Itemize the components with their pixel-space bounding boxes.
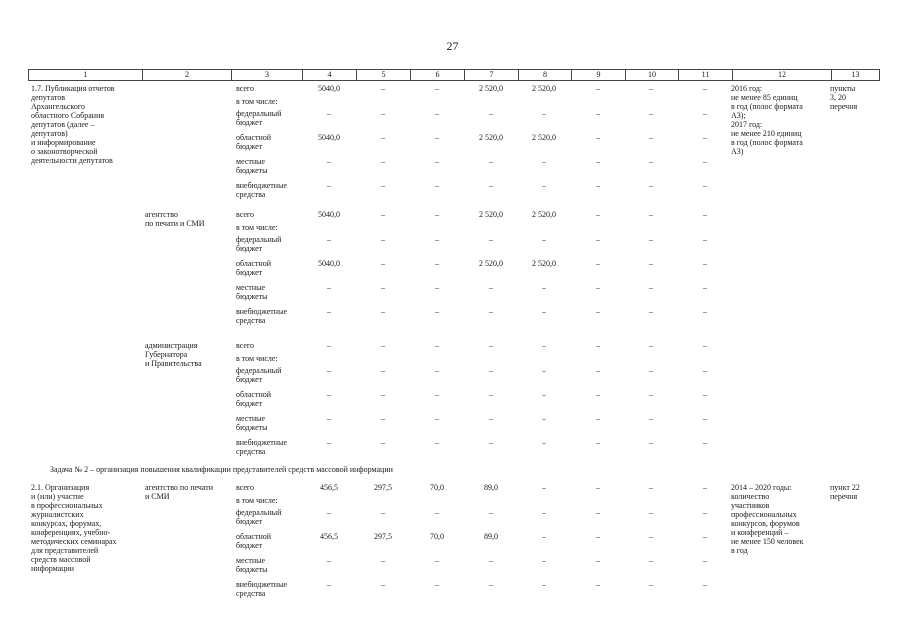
funding-source-label: бюджеты <box>236 166 268 175</box>
funding-source-label: всего <box>236 84 255 93</box>
amount-cell: – <box>435 283 439 292</box>
amount-cell: – <box>381 508 385 517</box>
indicator-line: А3); <box>731 111 746 120</box>
amount-cell: – <box>703 532 707 541</box>
amount-cell: – <box>489 283 493 292</box>
item-title-line: средств массовой <box>31 555 91 564</box>
funding-source-label: местные <box>236 283 266 292</box>
column-number: 8 <box>519 70 572 81</box>
amount-cell: – <box>703 210 707 219</box>
amount-cell: – <box>327 580 331 589</box>
amount-cell: – <box>327 414 331 423</box>
item-title-line: о законотворческой <box>31 147 98 156</box>
amount-cell: – <box>381 84 385 93</box>
amount-cell: – <box>596 483 600 492</box>
amount-cell: – <box>649 235 653 244</box>
funding-source-label: областной <box>236 390 272 399</box>
funding-source-label: в том числе: <box>236 354 278 363</box>
funding-source-label: бюджеты <box>236 423 268 432</box>
amount-cell: 2 520,0 <box>479 210 503 219</box>
column-number: 7 <box>465 70 519 81</box>
executor-name-line: и СМИ <box>145 492 170 501</box>
amount-cell: 2 520,0 <box>532 259 556 268</box>
funding-source-label: в том числе: <box>236 223 278 232</box>
amount-cell: – <box>327 283 331 292</box>
amount-cell: – <box>381 307 385 316</box>
amount-cell: – <box>596 438 600 447</box>
funding-source-label: федеральный <box>236 366 282 375</box>
funding-source-label: всего <box>236 483 255 492</box>
amount-cell: – <box>327 556 331 565</box>
item-title-line: журналистских <box>31 510 84 519</box>
amount-cell: – <box>649 283 653 292</box>
amount-cell: – <box>381 181 385 190</box>
column-number: 1 <box>29 70 143 81</box>
amount-cell: – <box>596 283 600 292</box>
executor-name-line: и Правительства <box>145 359 202 368</box>
item-title-line: 2.1. Организация <box>31 483 90 492</box>
column-number: 6 <box>411 70 465 81</box>
amount-cell: – <box>649 109 653 118</box>
item-title-line: для представителей <box>31 546 99 555</box>
amount-cell: – <box>489 307 493 316</box>
amount-cell: 456,5 <box>320 532 338 541</box>
funding-source-label: бюджет <box>236 375 263 384</box>
executor-name-line: агентство <box>145 210 178 219</box>
amount-cell: – <box>435 307 439 316</box>
funding-source-label: областной <box>236 259 272 268</box>
funding-source-label: местные <box>236 414 266 423</box>
amount-cell: 2 520,0 <box>479 259 503 268</box>
executor-name-line: агентство по печати <box>145 483 213 492</box>
amount-cell: – <box>489 157 493 166</box>
item-title-line: областного Собрания <box>31 111 105 120</box>
funding-source-label: местные <box>236 157 266 166</box>
funding-source-label: внебюджетные <box>236 181 287 190</box>
amount-cell: – <box>435 157 439 166</box>
funding-source-label: средства <box>236 316 266 325</box>
amount-cell: 2 520,0 <box>532 133 556 142</box>
reference-line: пункты <box>830 84 856 93</box>
column-number: 12 <box>733 70 832 81</box>
amount-cell: – <box>596 307 600 316</box>
amount-cell: – <box>327 390 331 399</box>
item-title-line: в профессиональных <box>31 501 103 510</box>
item-title-line: Архангельского <box>31 102 85 111</box>
amount-cell: – <box>489 580 493 589</box>
reference-line: перечня <box>830 492 858 501</box>
funding-source-label: средства <box>236 447 266 456</box>
funding-source-label: всего <box>236 341 255 350</box>
item-title-line: конференциях, учебно- <box>31 528 111 537</box>
amount-cell: – <box>649 390 653 399</box>
indicator-line: не менее 85 единиц <box>731 93 798 102</box>
amount-cell: – <box>381 341 385 350</box>
amount-cell: 2 520,0 <box>479 133 503 142</box>
amount-cell: – <box>381 438 385 447</box>
item-title-line: методических семинарах <box>31 537 117 546</box>
amount-cell: 456,5 <box>320 483 338 492</box>
amount-cell: – <box>703 157 707 166</box>
amount-cell: – <box>542 483 546 492</box>
funding-source-label: бюджет <box>236 118 263 127</box>
funding-source-label: бюджет <box>236 399 263 408</box>
amount-cell: – <box>649 133 653 142</box>
amount-cell: – <box>596 84 600 93</box>
indicator-line: 2016 год: <box>731 84 763 93</box>
amount-cell: – <box>649 157 653 166</box>
amount-cell: – <box>703 283 707 292</box>
amount-cell: – <box>703 580 707 589</box>
amount-cell: – <box>542 109 546 118</box>
amount-cell: – <box>489 366 493 375</box>
amount-cell: – <box>435 181 439 190</box>
amount-cell: – <box>649 307 653 316</box>
funding-source-label: бюджет <box>236 142 263 151</box>
amount-cell: – <box>381 556 385 565</box>
funding-source-label: местные <box>236 556 266 565</box>
amount-cell: 5040,0 <box>318 259 340 268</box>
column-number: 10 <box>626 70 679 81</box>
amount-cell: – <box>703 259 707 268</box>
amount-cell: – <box>649 556 653 565</box>
amount-cell: – <box>327 307 331 316</box>
amount-cell: – <box>703 235 707 244</box>
item-title-line: 1.7. Публикация отчетов <box>31 84 115 93</box>
column-number: 5 <box>357 70 411 81</box>
amount-cell: 70,0 <box>430 483 444 492</box>
amount-cell: – <box>542 181 546 190</box>
funding-source-label: средства <box>236 589 266 598</box>
indicator-line: А3) <box>731 147 744 156</box>
amount-cell: – <box>596 390 600 399</box>
funding-source-label: бюджеты <box>236 292 268 301</box>
amount-cell: – <box>542 283 546 292</box>
amount-cell: – <box>596 235 600 244</box>
amount-cell: – <box>435 259 439 268</box>
column-number: 13 <box>832 70 880 81</box>
amount-cell: – <box>596 341 600 350</box>
amount-cell: – <box>435 109 439 118</box>
amount-cell: – <box>649 414 653 423</box>
amount-cell: – <box>489 181 493 190</box>
amount-cell: – <box>596 133 600 142</box>
column-number: 3 <box>232 70 303 81</box>
amount-cell: – <box>649 210 653 219</box>
indicator-line: не менее 210 единиц <box>731 129 802 138</box>
amount-cell: 89,0 <box>484 483 498 492</box>
amount-cell: – <box>703 366 707 375</box>
amount-cell: – <box>703 556 707 565</box>
amount-cell: 297,5 <box>374 483 392 492</box>
amount-cell: – <box>435 438 439 447</box>
amount-cell: – <box>596 109 600 118</box>
amount-cell: – <box>435 210 439 219</box>
amount-cell: – <box>596 259 600 268</box>
amount-cell: – <box>489 341 493 350</box>
amount-cell: 5040,0 <box>318 84 340 93</box>
amount-cell: 297,5 <box>374 532 392 541</box>
amount-cell: – <box>703 483 707 492</box>
amount-cell: – <box>596 556 600 565</box>
amount-cell: – <box>327 366 331 375</box>
amount-cell: – <box>649 532 653 541</box>
funding-source-label: бюджет <box>236 268 263 277</box>
column-number: 4 <box>303 70 357 81</box>
amount-cell: – <box>381 366 385 375</box>
item-title-line: депутатов) <box>31 129 68 138</box>
amount-cell: – <box>703 390 707 399</box>
amount-cell: – <box>327 341 331 350</box>
indicator-line: профессиональных <box>731 510 797 519</box>
amount-cell: – <box>596 414 600 423</box>
amount-cell: – <box>435 508 439 517</box>
amount-cell: – <box>381 283 385 292</box>
amount-cell: – <box>703 133 707 142</box>
column-number-header <box>28 69 880 81</box>
reference-line: 3, 20 <box>830 93 846 102</box>
amount-cell: – <box>542 341 546 350</box>
funding-source-label: бюджет <box>236 517 263 526</box>
amount-cell: – <box>542 366 546 375</box>
funding-source-label: внебюджетные <box>236 307 287 316</box>
amount-cell: – <box>381 259 385 268</box>
amount-cell: 70,0 <box>430 532 444 541</box>
amount-cell: – <box>703 414 707 423</box>
amount-cell: – <box>596 210 600 219</box>
indicator-line: и конференций – <box>731 528 789 537</box>
item-title-line: и (или) участие <box>31 492 84 501</box>
amount-cell: – <box>703 438 707 447</box>
executor-name-line: администрация <box>145 341 198 350</box>
amount-cell: – <box>649 580 653 589</box>
amount-cell: – <box>649 181 653 190</box>
amount-cell: – <box>542 414 546 423</box>
amount-cell: – <box>435 414 439 423</box>
amount-cell: 89,0 <box>484 532 498 541</box>
item-title-line: информации <box>31 564 75 573</box>
amount-cell: – <box>542 390 546 399</box>
amount-cell: – <box>703 84 707 93</box>
amount-cell: – <box>703 181 707 190</box>
funding-source-label: бюджет <box>236 541 263 550</box>
amount-cell: – <box>649 259 653 268</box>
amount-cell: – <box>327 438 331 447</box>
funding-source-label: внебюджетные <box>236 580 287 589</box>
amount-cell: – <box>435 235 439 244</box>
amount-cell: – <box>489 508 493 517</box>
item-title-line: конкурсах, форумах, <box>31 519 102 528</box>
amount-cell: – <box>327 109 331 118</box>
amount-cell: – <box>703 341 707 350</box>
column-number: 9 <box>572 70 626 81</box>
amount-cell: – <box>703 109 707 118</box>
amount-cell: – <box>596 580 600 589</box>
indicator-line: в год <box>731 546 748 555</box>
indicator-line: количество <box>731 492 770 501</box>
amount-cell: – <box>435 133 439 142</box>
amount-cell: – <box>381 157 385 166</box>
indicator-line: участников <box>731 501 770 510</box>
amount-cell: 2 520,0 <box>479 84 503 93</box>
amount-cell: 2 520,0 <box>532 210 556 219</box>
amount-cell: – <box>489 556 493 565</box>
amount-cell: – <box>489 109 493 118</box>
funding-source-label: бюджет <box>236 244 263 253</box>
page-number: 27 <box>446 39 459 53</box>
amount-cell: – <box>489 390 493 399</box>
amount-cell: – <box>327 508 331 517</box>
funding-source-label: всего <box>236 210 255 219</box>
amount-cell: – <box>596 532 600 541</box>
amount-cell: 5040,0 <box>318 210 340 219</box>
amount-cell: – <box>489 438 493 447</box>
amount-cell: – <box>542 307 546 316</box>
amount-cell: – <box>435 366 439 375</box>
amount-cell: – <box>703 508 707 517</box>
amount-cell: – <box>435 390 439 399</box>
funding-source-label: федеральный <box>236 235 282 244</box>
amount-cell: – <box>596 508 600 517</box>
amount-cell: – <box>703 307 707 316</box>
item-title-line: деятельности депутатов <box>31 156 113 165</box>
amount-cell: – <box>542 235 546 244</box>
amount-cell: – <box>327 157 331 166</box>
amount-cell: – <box>381 210 385 219</box>
amount-cell: – <box>381 390 385 399</box>
indicator-line: конкурсов, форумов <box>731 519 800 528</box>
amount-cell: – <box>542 438 546 447</box>
funding-source-label: в том числе: <box>236 97 278 106</box>
amount-cell: – <box>435 341 439 350</box>
funding-source-label: федеральный <box>236 508 282 517</box>
indicator-line: 2014 – 2020 годы: <box>731 483 792 492</box>
amount-cell: – <box>489 414 493 423</box>
amount-cell: – <box>649 366 653 375</box>
column-number: 2 <box>143 70 232 81</box>
amount-cell: – <box>649 438 653 447</box>
funding-source-label: внебюджетные <box>236 438 287 447</box>
amount-cell: – <box>542 556 546 565</box>
executor-name-line: Губернатора <box>145 350 188 359</box>
item-title-line: депутатов <box>31 93 66 102</box>
amount-cell: – <box>596 181 600 190</box>
column-number: 11 <box>679 70 733 81</box>
amount-cell: – <box>435 556 439 565</box>
amount-cell: – <box>596 366 600 375</box>
amount-cell: – <box>596 157 600 166</box>
funding-source-label: в том числе: <box>236 496 278 505</box>
amount-cell: – <box>542 157 546 166</box>
amount-cell: – <box>381 414 385 423</box>
indicator-line: в год (полос формата <box>731 102 803 111</box>
amount-cell: – <box>327 235 331 244</box>
amount-cell: – <box>649 341 653 350</box>
amount-cell: – <box>435 84 439 93</box>
reference-line: пункт 22 <box>830 483 860 492</box>
amount-cell: 2 520,0 <box>532 84 556 93</box>
amount-cell: – <box>649 483 653 492</box>
indicator-line: в год (полос формата <box>731 138 803 147</box>
amount-cell: – <box>381 133 385 142</box>
amount-cell: – <box>327 181 331 190</box>
amount-cell: – <box>649 84 653 93</box>
amount-cell: – <box>435 580 439 589</box>
indicator-line: не менее 150 человек <box>731 537 804 546</box>
funding-source-label: областной <box>236 532 272 541</box>
funding-source-label: средства <box>236 190 266 199</box>
amount-cell: 5040,0 <box>318 133 340 142</box>
amount-cell: – <box>381 235 385 244</box>
funding-source-label: областной <box>236 133 272 142</box>
amount-cell: – <box>489 235 493 244</box>
amount-cell: – <box>381 109 385 118</box>
amount-cell: – <box>542 532 546 541</box>
reference-line: перечня <box>830 102 858 111</box>
amount-cell: – <box>542 508 546 517</box>
item-title-line: депутатов (далее – <box>31 120 95 129</box>
amount-cell: – <box>381 580 385 589</box>
funding-source-label: федеральный <box>236 109 282 118</box>
amount-cell: – <box>649 508 653 517</box>
item-title-line: и информирование <box>31 138 96 147</box>
task-heading: Задача № 2 – организация повышения квалификации представителей средств массовой информации <box>50 465 393 474</box>
indicator-line: 2017 год: <box>731 120 763 129</box>
executor-name-line: по печати и СМИ <box>145 219 205 228</box>
amount-cell: – <box>542 580 546 589</box>
funding-source-label: бюджеты <box>236 565 268 574</box>
